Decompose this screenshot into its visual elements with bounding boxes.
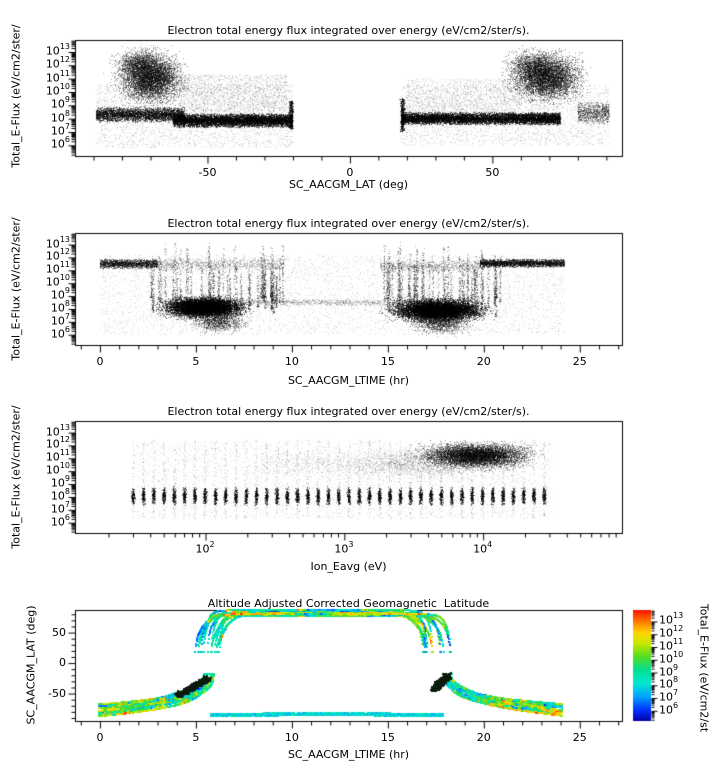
tick-label: 15 (380, 355, 395, 368)
tick-label: $10^9$ (50, 286, 70, 302)
tick-label: $10^2$ (195, 540, 215, 556)
tick-label: 10 (284, 731, 299, 744)
tick-label: $10^7$ (50, 499, 70, 516)
tick-label: $10^9$ (659, 662, 679, 679)
panel1-xaxis-label: SC_AACGM_LAT (deg) (288, 178, 409, 191)
tick-label: $10^{11}$ (45, 260, 70, 276)
tick-label: $10^{13}$ (45, 234, 70, 251)
tick-label: $10^{12}$ (45, 435, 70, 452)
tick-label: 15 (380, 731, 395, 744)
tick-label: $10^6$ (50, 135, 70, 151)
panel2-yaxis-label: Total_E-Flux (eV/cm2/ster/ (9, 217, 23, 361)
tick-label: $10^8$ (50, 298, 70, 315)
tick-label: $10^7$ (50, 311, 70, 328)
tick-label: $10^{11}$ (45, 68, 70, 85)
panel1-yaxis-label: Total_E-Flux (eV/cm2/ster/ (9, 24, 23, 168)
tick-label: $10^{10}$ (45, 461, 70, 477)
tick-label: 5 (192, 731, 200, 744)
tick-label: $10^{10}$ (45, 82, 70, 98)
tick-label: $10^9$ (50, 95, 70, 111)
panel3-xaxis-label: Ion_Eavg (eV) (310, 560, 387, 573)
tick-label: $10^{12}$ (45, 247, 70, 264)
panel2-title: Electron total energy flux integrated over energy (eV/cm2/ster/s). (167, 217, 530, 230)
tick-label: $10^8$ (50, 108, 70, 125)
tick-label: $10^{10}$ (659, 649, 684, 666)
tick-label: $10^{13}$ (659, 611, 684, 628)
tick-label: 0 (96, 355, 104, 368)
panel1-title: Electron total energy flux integrated over energy (eV/cm2/ster/s). (167, 24, 530, 37)
tick-label: 20 (476, 731, 491, 744)
tick-label: -50 (48, 686, 66, 700)
tick-label: 25 (572, 355, 587, 368)
tick-label: $10^7$ (659, 688, 679, 704)
tick-label: 50 (52, 625, 66, 639)
tick-label: 20 (476, 355, 491, 368)
tick-label: $10^{13}$ (45, 42, 70, 58)
tick-label: $10^4$ (473, 540, 493, 556)
tick-label: $10^{12}$ (45, 55, 70, 71)
tick-label: $10^{11}$ (45, 448, 70, 464)
panel4-title: Altitude Adjusted Corrected Geomagnetic Latitude (207, 597, 490, 610)
tick-label: 25 (572, 731, 587, 744)
panel2-xaxis-label: SC_AACGM_LTIME (hr) (287, 374, 410, 387)
tick-label: 10 (284, 355, 299, 368)
colorbar-label: Total_E-Flux (eV/cm2/st (697, 603, 711, 733)
tick-label: $10^6$ (659, 700, 679, 717)
tick-label: 50 (485, 166, 500, 179)
tick-label: $10^{13}$ (45, 422, 70, 439)
tick-label: $10^6$ (50, 512, 70, 529)
tick-label: $10^{10}$ (45, 273, 70, 289)
panel4-xaxis-label: SC_AACGM_LTIME (hr) (287, 748, 410, 761)
tick-label: $10^6$ (50, 324, 70, 341)
tick-label: $10^7$ (50, 122, 70, 138)
tick-label: -50 (198, 166, 217, 179)
tick-label: 0 (59, 656, 66, 670)
tick-label: 5 (192, 355, 200, 368)
tick-label: $10^8$ (659, 675, 679, 691)
tick-label: $10^9$ (50, 474, 70, 490)
tick-label: $10^{12}$ (659, 624, 684, 640)
panel3-yaxis-label: Total_E-Flux (eV/cm2/ster/ (9, 405, 23, 549)
tick-label: $10^8$ (50, 486, 70, 503)
tick-label: 0 (346, 166, 354, 179)
panel3-title: Electron total energy flux integrated over energy (eV/cm2/ster/s). (167, 405, 530, 418)
tick-label: 0 (96, 731, 104, 744)
panel4-yaxis-label: SC_AACGM_LAT (deg) (24, 605, 38, 725)
tick-label: $10^{11}$ (659, 637, 684, 653)
tick-label: $10^3$ (334, 540, 354, 556)
